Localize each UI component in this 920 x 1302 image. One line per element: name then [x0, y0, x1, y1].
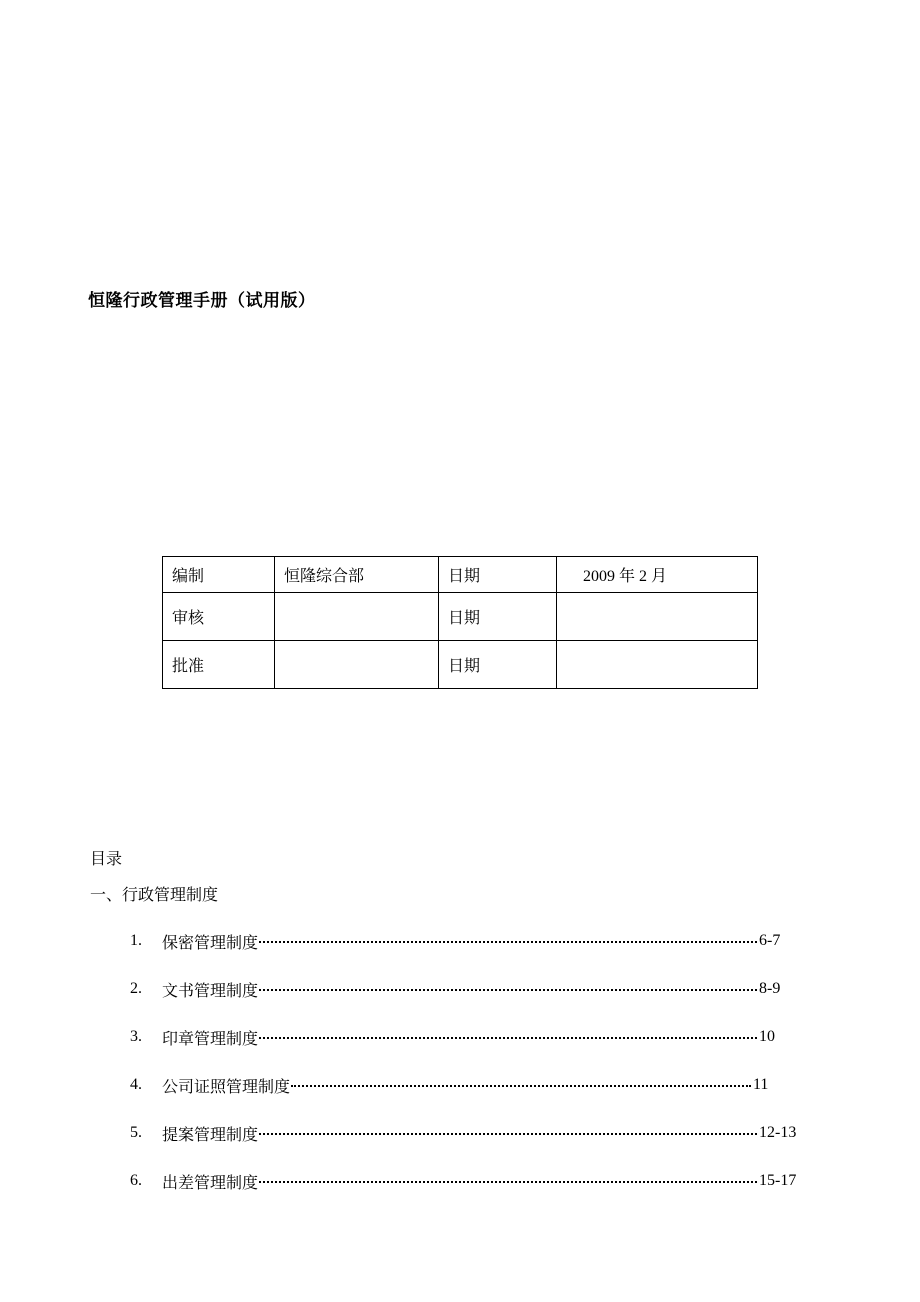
toc-item-number: 1. — [130, 932, 142, 949]
date-label: 日期 — [439, 593, 557, 641]
toc-item-number: 3. — [130, 1028, 142, 1045]
approval-table — [162, 556, 758, 689]
toc-item-number: 2. — [130, 980, 142, 997]
row-label: 批准 — [163, 641, 275, 689]
table-row — [163, 593, 758, 641]
document-title: 恒隆行政管理手册（试用版） — [88, 291, 316, 311]
row-value — [275, 593, 439, 641]
toc-item-page: 10 — [759, 1028, 776, 1045]
table-row — [163, 557, 758, 593]
toc-item-text: 公司证照管理制度 — [162, 1076, 291, 1096]
table-row — [163, 641, 758, 689]
toc-item-number: 6. — [130, 1172, 142, 1189]
toc-section-heading: 一、行政管理制度 — [90, 885, 219, 904]
toc-item-page: 12-13 — [759, 1124, 797, 1141]
toc-item-text: 出差管理制度 — [162, 1172, 259, 1192]
toc-leader-dots — [291, 1085, 751, 1087]
toc-leader-dots — [259, 941, 757, 943]
toc-item-page: 6-7 — [759, 932, 781, 949]
toc-item-page: 11 — [753, 1076, 769, 1093]
toc-item-number: 5. — [130, 1124, 142, 1141]
toc-item[interactable] — [130, 1170, 830, 1192]
date-label: 日期 — [439, 557, 557, 593]
row-label: 编制 — [163, 557, 275, 593]
toc-title: 目录 — [90, 849, 123, 868]
row-value: 恒隆综合部 — [275, 557, 439, 593]
toc-item[interactable] — [130, 1074, 830, 1096]
toc-leader-dots — [259, 1181, 757, 1183]
toc-item-number: 4. — [130, 1076, 142, 1093]
toc-item-page: 15-17 — [759, 1172, 797, 1189]
toc-item-page: 8-9 — [759, 980, 781, 997]
toc-item-text: 保密管理制度 — [162, 932, 259, 952]
toc-item[interactable] — [130, 978, 830, 1000]
row-label: 审核 — [163, 593, 275, 641]
toc-leader-dots — [259, 1037, 757, 1039]
date-label: 日期 — [439, 641, 557, 689]
date-value — [557, 641, 758, 689]
toc-leader-dots — [259, 989, 757, 991]
toc-item-text: 印章管理制度 — [162, 1028, 259, 1048]
row-value — [275, 641, 439, 689]
toc-leader-dots — [259, 1133, 757, 1135]
toc-item-text: 提案管理制度 — [162, 1124, 259, 1144]
date-value — [557, 593, 758, 641]
toc-item-text: 文书管理制度 — [162, 980, 259, 1000]
toc-item[interactable] — [130, 1122, 830, 1144]
toc-item[interactable] — [130, 1026, 830, 1048]
toc-item[interactable] — [130, 930, 830, 952]
date-value: 2009 年 2 月 — [557, 557, 758, 593]
